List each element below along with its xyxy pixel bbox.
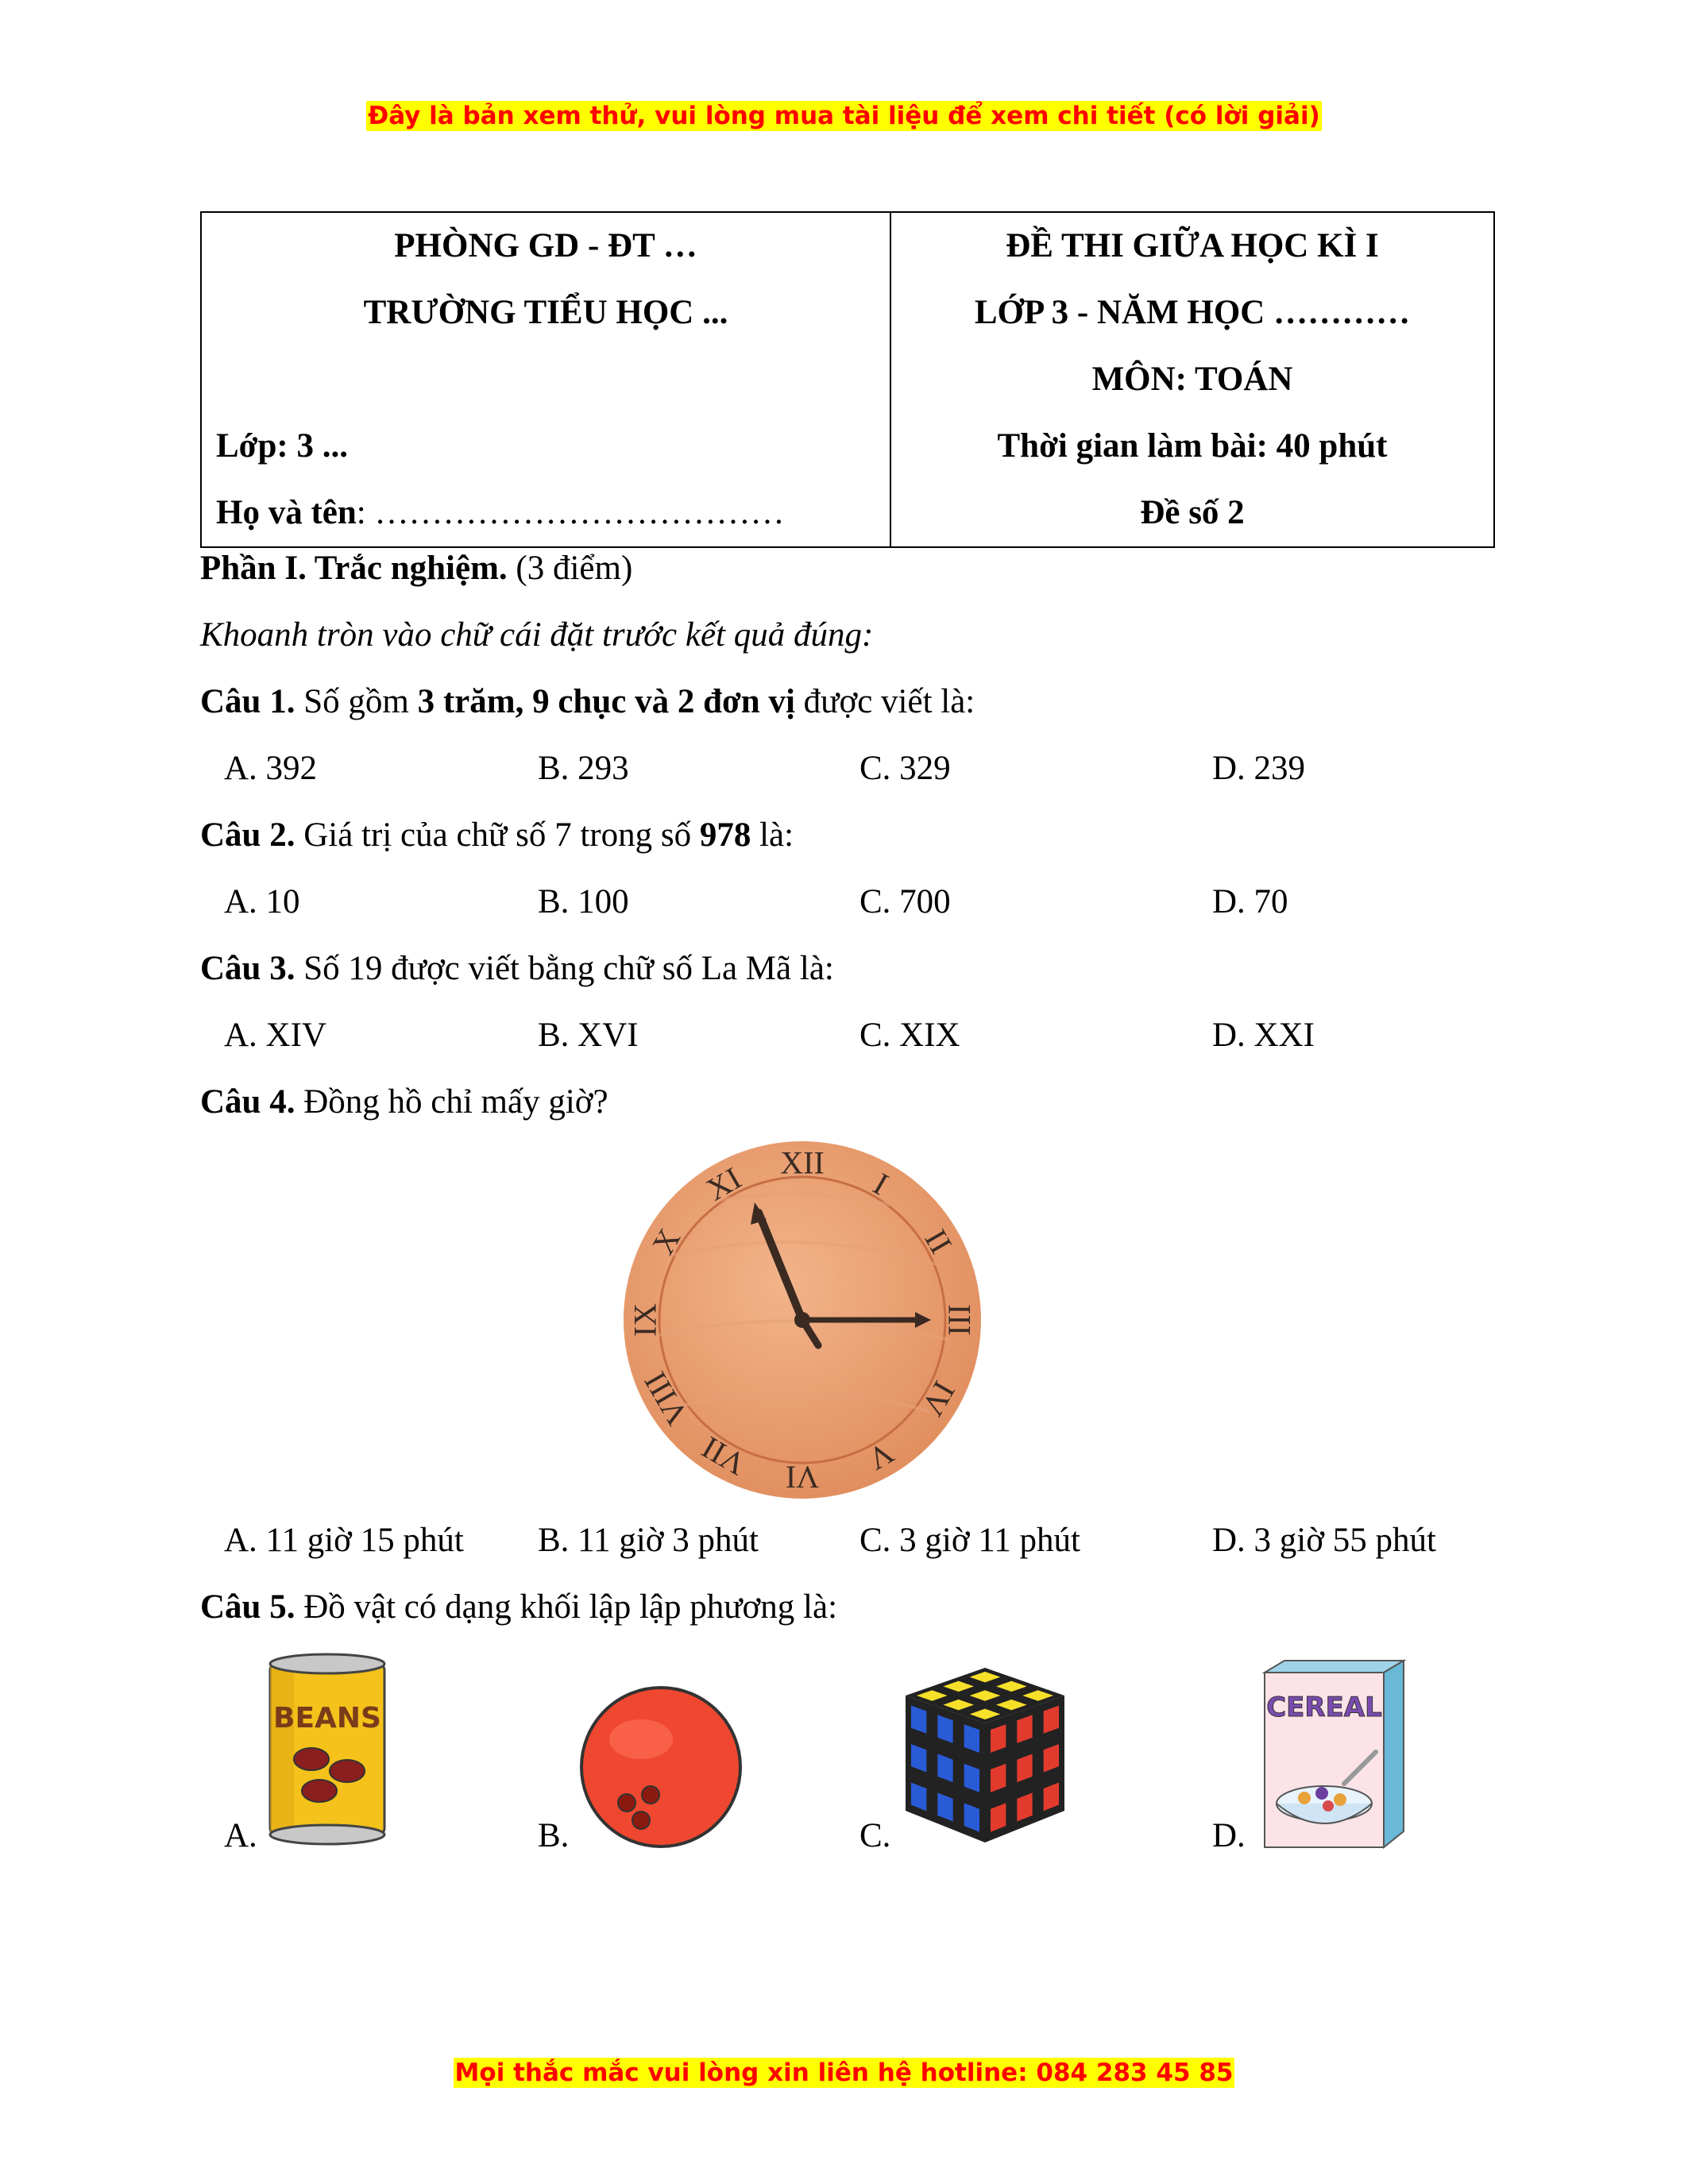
q1-option-d[interactable]: D. 239 — [1212, 750, 1306, 787]
cereal-box-image[interactable] — [1249, 1657, 1416, 1855]
preview-notice-banner — [0, 102, 1688, 130]
rubiks-cube-image[interactable] — [898, 1660, 1072, 1850]
q3-option-d[interactable]: D. XXI — [1212, 1017, 1315, 1054]
class-label: Lớp: 3 ... — [216, 427, 348, 465]
preview-notice-text: Đây là bản xem thử, vui lòng mua tài liệu để xem chi tiết (có lời giải) — [368, 102, 1320, 130]
q3-option-c[interactable]: C. XIX — [859, 1017, 960, 1054]
grade-year: LỚP 3 - NĂM HỌC ………… — [974, 294, 1411, 331]
q4-option-d[interactable]: D. 3 giờ 55 phút — [1212, 1522, 1436, 1559]
header-spacer — [202, 346, 890, 413]
clock-numeral: V — [862, 1434, 900, 1478]
exam-number: Đề số 2 — [1140, 494, 1245, 531]
clock-numeral: VII — [695, 1430, 752, 1483]
cereal-label-text: CEREAL — [1266, 1692, 1382, 1723]
hotline-text: Mọi thắc mắc vui lòng xin liên hệ hotline: 084 283 45 85 — [454, 2059, 1234, 2087]
q5-option-d[interactable]: D. — [1212, 1817, 1246, 1854]
beans-can-image[interactable] — [264, 1652, 391, 1846]
clock-numeral: VI — [785, 1459, 820, 1495]
clock-center-pin — [794, 1312, 810, 1328]
q4-option-b[interactable]: B. 11 giờ 3 phút — [538, 1522, 759, 1559]
q4-option-a[interactable]: A. 11 giờ 15 phút — [224, 1522, 464, 1559]
section1-instruction: Khoanh tròn vào chữ cái đặt trước kết quả đúng: — [200, 616, 874, 654]
clock-illustration — [620, 1137, 985, 1503]
ball-image[interactable] — [577, 1684, 744, 1850]
q5-option-a[interactable]: A. — [224, 1817, 257, 1854]
q4-option-c[interactable]: C. 3 giờ 11 phút — [859, 1522, 1080, 1559]
q3-option-b[interactable]: B. XVI — [538, 1017, 639, 1054]
department-label: PHÒNG GD - ĐT … — [394, 227, 697, 264]
q1-option-c[interactable]: C. 329 — [859, 750, 951, 787]
clock-numeral: X — [644, 1222, 688, 1260]
q3-option-a[interactable]: A. XIV — [224, 1017, 326, 1054]
clock-numeral: IV — [914, 1375, 963, 1422]
duration-label: Thời gian làm bài: 40 phút — [997, 427, 1388, 465]
header-right-cell — [890, 212, 1494, 547]
clock-numeral: I — [867, 1165, 895, 1202]
q5-option-c[interactable]: C. — [859, 1817, 891, 1854]
name-blank: : ……………………………… — [356, 494, 785, 531]
q1-label: Câu 1. — [200, 683, 295, 720]
section1-title: Phần I. Trắc nghiệm. — [200, 550, 508, 587]
q1-option-b[interactable]: B. 293 — [538, 750, 629, 787]
q2-option-d[interactable]: D. 70 — [1212, 883, 1288, 920]
question-5: Câu 5. Đồ vật có dạng khối lập lập phương là: — [200, 1588, 838, 1626]
q4-label: Câu 4. — [200, 1083, 295, 1121]
question-4: Câu 4. Đồng hồ chỉ mấy giờ? — [200, 1083, 608, 1121]
exam-header-table — [200, 211, 1495, 548]
exam-title: ĐỀ THI GIỮA HỌC KÌ I — [1006, 227, 1379, 264]
q2-label: Câu 2. — [200, 816, 295, 854]
clock-numeral: XI — [700, 1160, 747, 1208]
q5-label: Câu 5. — [200, 1588, 295, 1626]
question-1: Câu 1. Số gồm 3 trăm, 9 chục và 2 đơn vị được viết là: — [200, 683, 975, 720]
clock-numeral: XII — [780, 1144, 825, 1181]
header-left-cell — [201, 212, 890, 547]
question-3: Câu 3. Số 19 được viết bằng chữ số La Mã là: — [200, 950, 834, 987]
clock-numeral: VIII — [636, 1365, 696, 1432]
name-label: Họ và tên — [216, 494, 357, 531]
q5-option-b[interactable]: B. — [538, 1817, 570, 1854]
q2-option-c[interactable]: C. 700 — [859, 883, 951, 920]
q2-option-b[interactable]: B. 100 — [538, 883, 629, 920]
question-2: Câu 2. Giá trị của chữ số 7 trong số 978 là: — [200, 816, 794, 854]
q2-option-a[interactable]: A. 10 — [224, 883, 300, 920]
can-label-text: BEANS — [273, 1702, 381, 1734]
student-name-line — [202, 480, 890, 546]
subject-label: MÔN: TOÁN — [1091, 361, 1293, 398]
q3-label: Câu 3. — [200, 950, 295, 987]
hotline-banner — [0, 2059, 1688, 2087]
clock-numeral: IX — [627, 1302, 663, 1337]
section1-points: (3 điểm) — [507, 550, 633, 587]
school-label: TRƯỜNG TIỂU HỌC ... — [363, 294, 728, 331]
section1-heading — [200, 545, 632, 592]
clock-numeral: II — [917, 1223, 960, 1260]
q1-option-a[interactable]: A. 392 — [224, 750, 318, 787]
clock-numeral: III — [941, 1304, 978, 1336]
